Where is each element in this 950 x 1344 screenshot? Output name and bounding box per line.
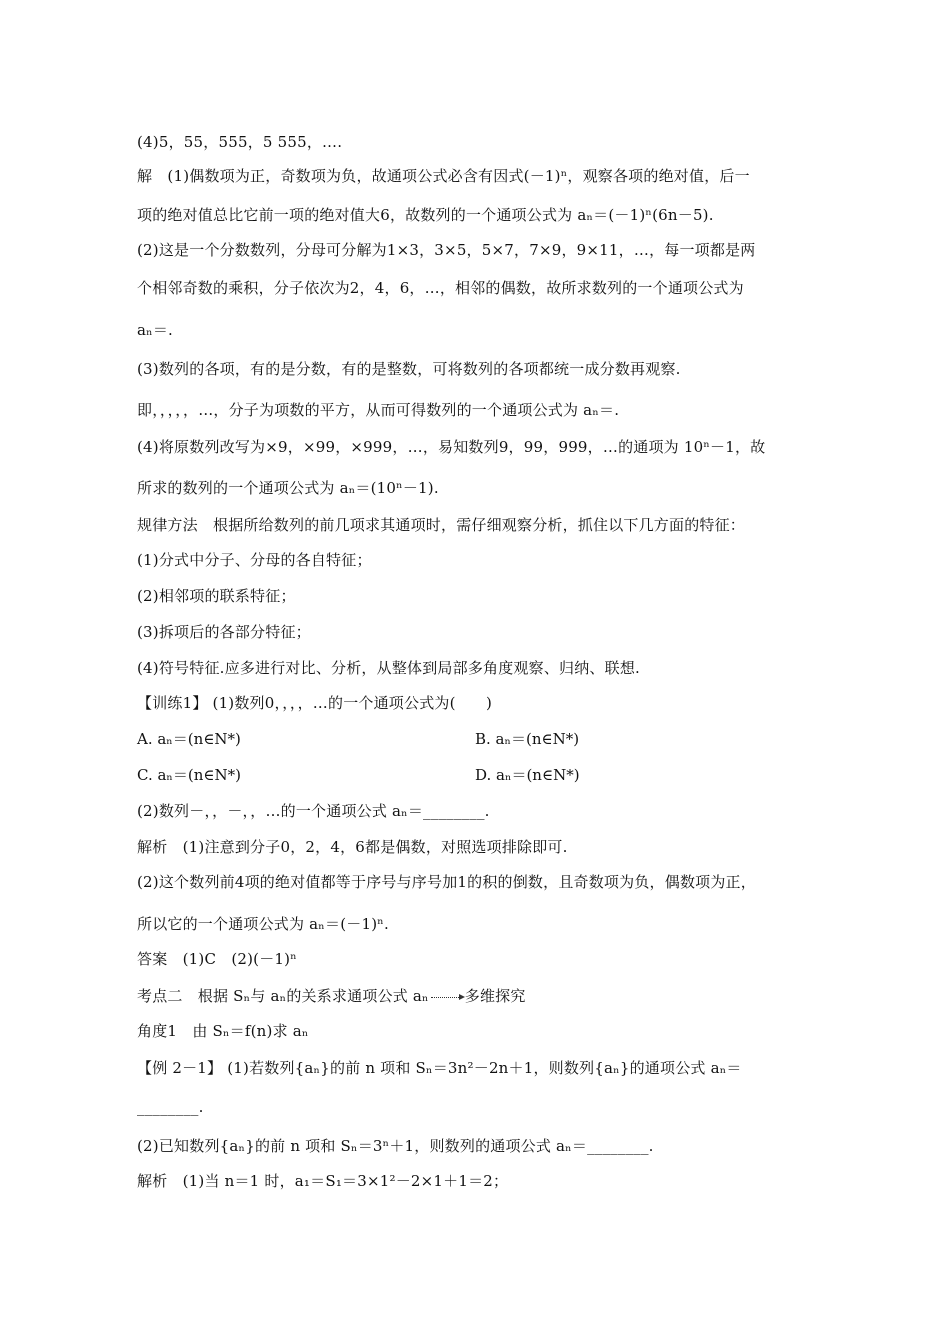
option-b: B. aₙ＝(n∈N*) (475, 730, 580, 748)
text-line: (4)5，55，555，5 555，…. (137, 133, 343, 151)
section-heading-text: 考点二 根据 Sₙ与 aₙ的关系求通项公式 aₙ (137, 987, 429, 1005)
text-line: 所以它的一个通项公式为 aₙ＝(－1)ⁿ. (137, 915, 389, 933)
text-line: 解析 (1)当 n＝1 时，a₁＝S₁＝3×1²－2×1＋1＝2； (137, 1172, 509, 1190)
text-line: 解 (1)偶数项为正，奇数项为负，故通项公式必含有因式(－1)ⁿ，观察各项的绝对值，后一 (137, 167, 750, 185)
text-line: (2)数列－，，－，，…的一个通项公式 aₙ＝________. (137, 802, 490, 820)
text-line: 所求的数列的一个通项公式为 aₙ＝(10ⁿ－1). (137, 479, 439, 497)
text-line: (2)相邻项的联系特征； (137, 587, 296, 605)
text-line: 解析 (1)注意到分子0，2，4，6都是偶数，对照选项排除即可. (137, 838, 568, 856)
text-line: (4)符号特征.应多进行对比、分析，从整体到局部多角度观察、归纳、联想. (137, 659, 640, 677)
option-a: A. aₙ＝(n∈N*) (137, 730, 241, 748)
text-line: (3)数列的各项，有的是分数，有的是整数，可将数列的各项都统一成分数再观察. (137, 360, 681, 378)
text-line: 【训练1】 (1)数列0，，，，…的一个通项公式为( ) (137, 694, 493, 712)
text-line: (1)分式中分子、分母的各自特征； (137, 551, 372, 569)
text-line: ________. (137, 1098, 204, 1116)
text-line: 即，，，，，…，分子为项数的平方，从而可得数列的一个通项公式为 aₙ＝. (137, 401, 620, 419)
arrow-icon (431, 997, 461, 998)
text-line: (2)已知数列{aₙ}的前 n 项和 Sₙ＝3ⁿ＋1，则数列的通项公式 aₙ＝________. (137, 1137, 654, 1155)
text-line: aₙ＝. (137, 321, 174, 339)
text-line: 角度1 由 Sₙ＝f(n)求 aₙ (137, 1022, 309, 1040)
text-line: (2)这个数列前4项的绝对值都等于序号与序号加1的积的倒数，且奇数项为负，偶数项为正， (137, 873, 756, 891)
section-heading-tag: 多维探究 (464, 987, 526, 1005)
text-line: 规律方法 根据所给数列的前几项求其通项时，需仔细观察分析，抓住以下几方面的特征： (137, 516, 746, 534)
option-c: C. aₙ＝(n∈N*) (137, 766, 242, 784)
text-line: 答案 (1)C (2)(－1)ⁿ (137, 950, 297, 968)
text-line: 个相邻奇数的乘积，分子依次为2，4，6，…，相邻的偶数，故所求数列的一个通项公式为 (137, 279, 744, 297)
text-line: (3)拆项后的各部分特征； (137, 623, 311, 641)
text-line: 【例 2－1】 (1)若数列{aₙ}的前 n 项和 Sₙ＝3n²－2n＋1，则数列{aₙ}的通项公式 aₙ＝ (137, 1059, 742, 1077)
section-heading (137, 986, 817, 1006)
option-d: D. aₙ＝(n∈N*) (475, 766, 580, 784)
text-line: (2)这是一个分数数列，分母可分解为1×3，3×5，5×7，7×9，9×11，…，每一项都是两 (137, 241, 756, 259)
text-line: (4)将原数列改写为×9，×99，×999，…，易知数列9，99，999，…的通项为 10ⁿ－1，故 (137, 438, 766, 456)
text-line: 项的绝对值总比它前一项的绝对值大6，故数列的一个通项公式为 aₙ＝(－1)ⁿ(6n－5). (137, 206, 714, 224)
